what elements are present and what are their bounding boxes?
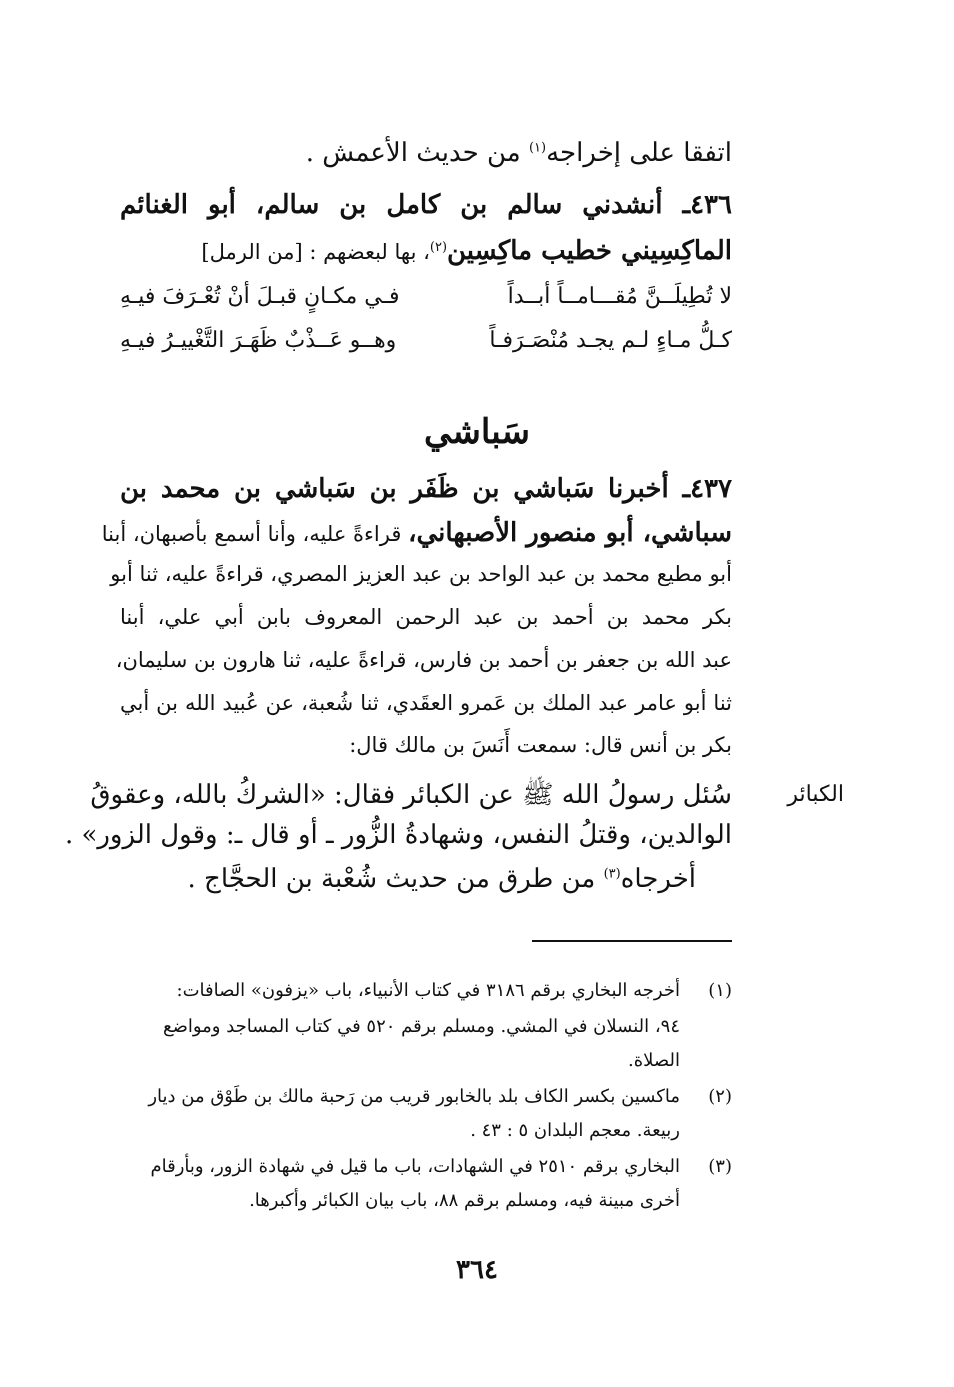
opening-line [306,138,732,168]
verse-1-first-hemistich: لا تُطِيلَــنَّ مُقـــامــاً أبــداً [507,284,732,309]
footnote-3-line-2: أخرى مبينة فيه، ومسلم برقم ٨٨، باب بيان الكبائر وأكبرها. [249,1190,680,1211]
entry-437-line-2 [102,518,732,548]
entry-437-line-3: أبو مطيع محمد بن عبد الواحد بن عبد العزيز المصري، قراءةً عليه، ثنا أبو [110,562,732,586]
footnote-2-line-1: ماكسين بكسر الكاف بلد بالخابور قريب من رَحبة مالك بن طَوْق من ديار [148,1086,680,1107]
verse-2 [120,328,732,353]
opening-text-end: من حديث الأعمش . [305,138,529,168]
entry-437-line-1: ٤٣٧ـ أخبرنا سَباشي بن ظَفَر بن سَباشي بن محمد بن [120,474,732,504]
footnote-1-number: (١) [708,980,732,1001]
footnote-ref-2: (٢) [429,240,448,255]
footnote-1-line-3: الصلاة. [628,1050,680,1071]
entry-436-name: الماكِسِيني خطيب ماكِسِين [447,236,732,266]
margin-note: الكبائر [787,782,844,807]
entry-436-line-2 [201,236,732,266]
entry-436-line-1: ٤٣٦ـ أنشدني سالم بن كامل بن سالم، أبو الغنائم [120,190,732,220]
footnote-2-line-2: ربيعة. معجم البلدان ٥ : ٤٣ . [470,1120,680,1141]
section-heading: سَباشي [424,412,530,452]
entry-437-line-6: ثنا أبو عامر عبد الملك بن عَمرو العقَدي، ثنا شُعبة، عن عُبيد الله بن أبي [120,691,732,715]
entry-436-meter: ، بها لبعضهم : [من الرمل] [201,240,430,264]
entry-437-line-7: بكر بن أنس قال: سمعت أَنَسَ بن مالك قال: [349,733,732,757]
verse-1 [120,284,732,309]
entry-437-line-5: عبد الله بن جعفر بن أحمد بن فارس، قراءةً عليه، ثنا هارون بن سليمان، [115,648,732,672]
entry-437-line-4: بكر محمد بن أحمد بن عبد الرحمن المعروف بابن أبي علي، أبنا [120,605,732,629]
page-number: ٣٦٤ [456,1255,498,1285]
hadith-line-1: سُئل رسولُ الله ﷺ عن الكبائر فقال: «الشركُ بالله، وعقوقُ [90,780,732,810]
footnote-ref-1: (١) [528,140,547,156]
footnote-1-line-1: أخرجه البخاري برقم ٣١٨٦ في كتاب الأنبياء، باب «يزفون» الصافات: [176,980,680,1001]
hadith-line-3-start: أخرجاه [620,864,696,894]
verse-2-second-hemistich: وهــو عَــذْبٌ ظَهَـرَ التَّغْييـرُ فيـهِ [120,328,397,353]
footnote-ref-3: (٣) [603,866,621,882]
footnote-divider [532,940,732,942]
hadith-line-3-end: من طرق من حديث شُعْبة بن الحجَّاج . [187,864,604,894]
entry-437-line-2-rest: قراءةً عليه، وأنا أسمع بأصبهان، أبنا [101,522,409,546]
hadith-line-2: الوالدين، وقتلُ النفس، وشهادةُ الزُّور ـ أو قال ـ: وقول الزور» . [64,820,732,850]
verse-1-second-hemistich: فـي مكـانٍ قبـلَ أنْ تُعْـرَفَ فيـهِ [120,284,400,309]
hadith-line-3 [188,864,696,894]
entry-437-name: سباشي، أبو منصور الأصبهاني، [408,518,732,548]
footnote-1-line-2: ٩٤، النسلان في المشي. ومسلم برقم ٥٢٠ في كتاب المساجد ومواضع [162,1016,680,1037]
footnote-3-number: (٣) [708,1156,732,1177]
opening-text: اتفقا على إخراجه [546,138,732,168]
footnote-2-number: (٢) [708,1086,732,1107]
verse-2-first-hemistich: كـلُّ مـاءٍ لـم يجـد مُنْصَـرَفـاً [489,328,732,353]
footnote-3-line-1: البخاري برقم ٢٥١٠ في الشهادات، باب ما قيل في شهادة الزور، وبأرقام [150,1156,680,1177]
